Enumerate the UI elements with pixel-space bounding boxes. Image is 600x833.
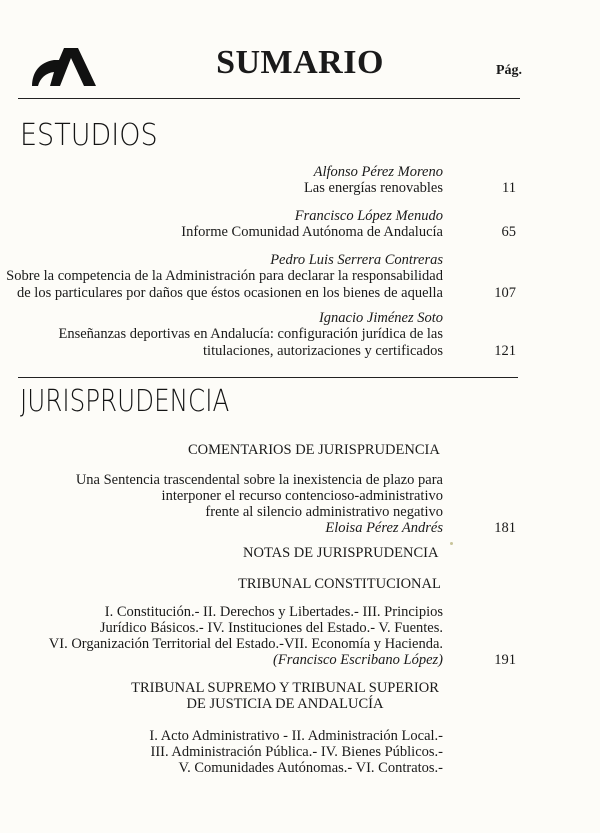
page-number: 191: [494, 652, 516, 668]
page-number: 121: [494, 343, 516, 359]
author-name: Ignacio Jiménez Soto: [318, 310, 443, 326]
comment-title: frente al silencio administrativo negativo: [205, 504, 443, 520]
page-number: 181: [494, 520, 516, 536]
subsection-heading-tribunal-supremo: TRIBUNAL SUPREMO Y TRIBUNAL SUPERIOR: [131, 680, 439, 696]
section-heading-jurisprudencia: JURISPRUDENCIA: [20, 384, 230, 419]
topic-list-line: III. Administración Pública.- IV. Bienes Públicos.-: [150, 744, 443, 760]
page-number: 65: [501, 224, 516, 240]
subsection-heading-tribunal-constitucional: TRIBUNAL CONSTITUCIONAL: [238, 576, 441, 592]
author-name: Eloisa Pérez Andrés: [325, 520, 443, 536]
comment-title: Una Sentencia trascendental sobre la inexistencia de plazo para: [75, 472, 443, 488]
author-name: (Francisco Escribano López): [273, 652, 443, 668]
subsection-heading-comentarios: COMENTARIOS DE JURISPRUDENCIA: [188, 442, 440, 458]
article-title: Las energías renovables: [303, 180, 443, 196]
topic-list-line: I. Acto Administrativo - II. Administración Local.-: [149, 728, 443, 744]
article-title: Sobre la competencia de la Administración para declarar la responsabilidad: [6, 268, 443, 284]
ink-speck: [450, 542, 453, 545]
subsection-heading-tribunal-supremo: DE JUSTICIA DE ANDALUCÍA: [186, 696, 384, 712]
author-name: Pedro Luis Serrera Contreras: [270, 252, 443, 268]
page-number: 11: [502, 180, 516, 196]
article-title: de los particulares por daños que éstos ocasionen en los bienes de aquella: [16, 285, 443, 301]
article-title: titulaciones, autorizaciones y certificados: [203, 343, 443, 359]
topic-list-line: Jurídico Básicos.- IV. Instituciones del Estado.- V. Fuentes.: [99, 620, 443, 636]
section-heading-estudios: ESTUDIOS: [20, 118, 158, 153]
page-column-label: Pág.: [495, 63, 522, 78]
author-name: Alfonso Pérez Moreno: [313, 164, 443, 180]
topic-list-line: VI. Organización Territorial del Estado.-VII. Economía y Hacienda.: [48, 636, 443, 652]
page-number: 107: [494, 285, 516, 301]
comment-title: interponer el recurso contencioso-administrativo: [161, 488, 443, 504]
page-title: SUMARIO: [216, 44, 384, 81]
header-divider: [18, 98, 520, 99]
author-name: Francisco López Menudo: [294, 208, 443, 224]
topic-list-line: I. Constitución.- II. Derechos y Libertades.- III. Principios: [104, 604, 443, 620]
article-title: Enseñanzas deportivas en Andalucía: configuración jurídica de las: [58, 326, 443, 342]
subsection-heading-notas: NOTAS DE JURISPRUDENCIA: [243, 545, 439, 561]
section-divider: [18, 377, 518, 378]
topic-list-line: V. Comunidades Autónomas.- VI. Contratos.-: [178, 760, 443, 776]
article-title: Informe Comunidad Autónoma de Andalucía: [181, 224, 443, 240]
